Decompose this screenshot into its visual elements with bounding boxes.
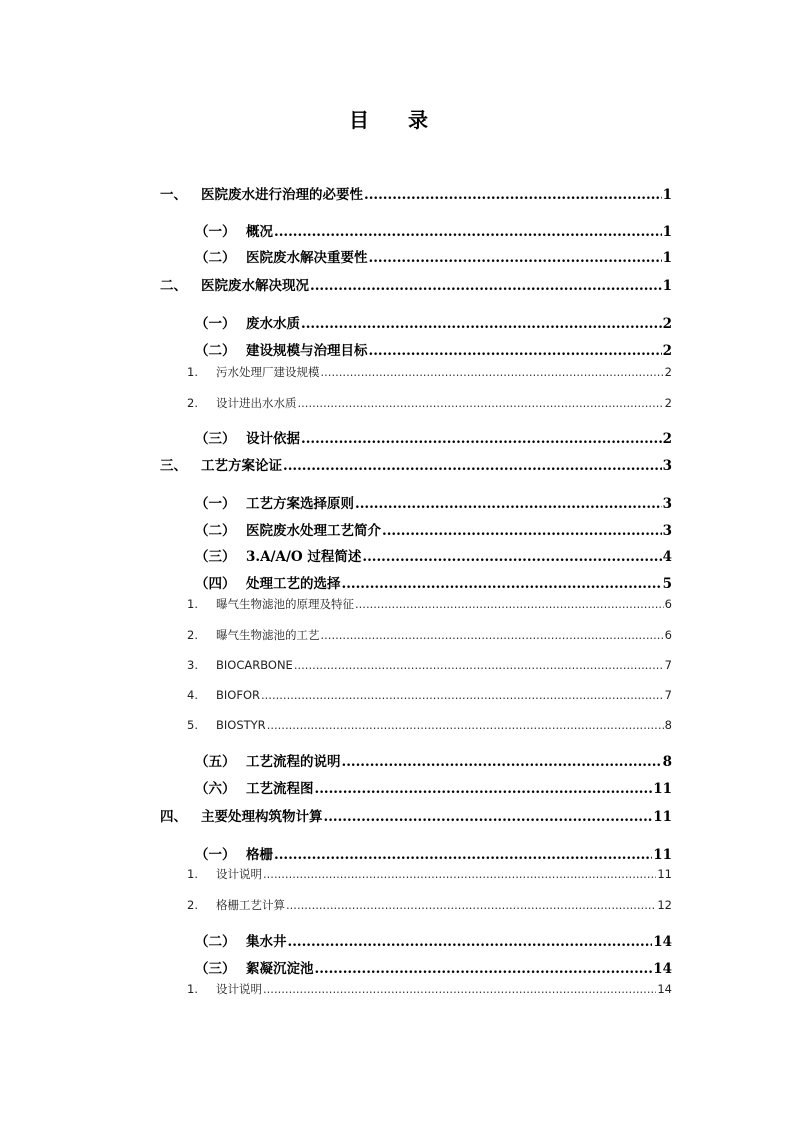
toc-dot-leader bbox=[267, 718, 664, 732]
toc-dot-leader bbox=[261, 688, 664, 702]
toc-entry-number: 4. bbox=[187, 688, 198, 702]
toc-entry[interactable] bbox=[160, 274, 672, 294]
toc-dot-leader bbox=[355, 496, 662, 512]
toc-dot-leader bbox=[263, 867, 656, 881]
toc-entry-text: BIOSTYR bbox=[216, 718, 266, 732]
toc-entry[interactable] bbox=[195, 519, 672, 539]
toc-entry-number: 2. bbox=[187, 898, 198, 912]
toc-entry[interactable] bbox=[195, 220, 672, 240]
toc-entry-text: 格栅 bbox=[246, 847, 273, 863]
toc-dot-leader bbox=[298, 396, 664, 410]
toc-entry-page-number: 4 bbox=[662, 549, 672, 565]
toc-entry[interactable] bbox=[160, 183, 672, 203]
toc-dot-leader bbox=[324, 809, 653, 825]
toc-entry[interactable] bbox=[187, 395, 672, 411]
toc-entry-page-number: 1 bbox=[662, 187, 672, 203]
toc-entry-page-number: 14 bbox=[653, 961, 672, 977]
toc-entry[interactable] bbox=[187, 627, 672, 643]
toc-dot-leader bbox=[315, 781, 653, 797]
toc-entry-number: （一） bbox=[195, 224, 236, 240]
toc-entry-number: 1. bbox=[187, 597, 198, 611]
toc-entry-page-number: 2 bbox=[664, 396, 672, 410]
toc-entry[interactable] bbox=[195, 750, 672, 770]
toc-entry-page-number: 1 bbox=[662, 278, 672, 294]
toc-entry[interactable] bbox=[187, 364, 672, 380]
toc-entry-number: 1. bbox=[187, 365, 198, 379]
toc-entry-text: 处理工艺的选择 bbox=[246, 576, 341, 592]
toc-entry-text: 设计进出水水质 bbox=[216, 396, 297, 410]
toc-dot-leader bbox=[263, 982, 656, 996]
toc-entry-number: （一） bbox=[195, 496, 236, 512]
toc-entry-text: 工艺流程的说明 bbox=[246, 754, 341, 770]
toc-entry-page-number: 11 bbox=[653, 781, 672, 797]
toc-entry-page-number: 7 bbox=[664, 688, 672, 702]
toc-entry[interactable] bbox=[187, 596, 672, 612]
toc-entry-page-number: 14 bbox=[657, 982, 672, 996]
toc-dot-leader bbox=[369, 250, 662, 266]
toc-entry-number: 3. bbox=[187, 658, 198, 672]
toc-entry-page-number: 11 bbox=[653, 809, 672, 825]
toc-entry[interactable] bbox=[195, 312, 672, 332]
toc-entry[interactable] bbox=[187, 688, 672, 702]
toc-entry-text: 设计说明 bbox=[216, 867, 262, 881]
toc-entry-number: （二） bbox=[195, 934, 236, 950]
toc-entry[interactable] bbox=[195, 492, 672, 512]
toc-entry-page-number: 3 bbox=[662, 458, 672, 474]
toc-entry-text: 医院废水处理工艺简介 bbox=[246, 523, 381, 539]
toc-dot-leader bbox=[310, 278, 662, 294]
toc-entry-text: 集水井 bbox=[246, 934, 287, 950]
toc-entry-number: 2. bbox=[187, 396, 198, 410]
toc-entry-text: 3.A/A/O 过程简述 bbox=[246, 549, 362, 565]
toc-entry[interactable] bbox=[195, 957, 672, 977]
toc-entry-text: BIOFOR bbox=[216, 688, 260, 702]
toc-entry[interactable] bbox=[187, 897, 672, 913]
toc-entry-text: 工艺流程图 bbox=[246, 781, 314, 797]
toc-entry-number: （一） bbox=[195, 316, 236, 332]
toc-dot-leader bbox=[283, 458, 662, 474]
toc-entry-page-number: 11 bbox=[653, 847, 672, 863]
toc-entry[interactable] bbox=[195, 930, 672, 950]
toc-entry-text: 工艺方案选择原则 bbox=[246, 496, 354, 512]
toc-dot-leader bbox=[288, 934, 653, 950]
toc-entry-number: （三） bbox=[195, 431, 236, 447]
toc-entry[interactable] bbox=[187, 658, 672, 672]
toc-dot-leader bbox=[301, 431, 662, 447]
toc-entry-number: 四、 bbox=[160, 809, 187, 825]
toc-entry-number: （五） bbox=[195, 754, 236, 770]
toc-entry-page-number: 3 bbox=[662, 523, 672, 539]
toc-entry-page-number: 2 bbox=[664, 365, 672, 379]
toc-entry-text: 污水处理厂建设规模 bbox=[216, 365, 320, 379]
toc-entry-page-number: 7 bbox=[664, 658, 672, 672]
toc-entry[interactable] bbox=[187, 718, 672, 732]
toc-dot-leader bbox=[362, 549, 661, 565]
toc-dot-leader bbox=[294, 658, 664, 672]
toc-entry[interactable] bbox=[195, 843, 672, 863]
toc-entry-page-number: 1 bbox=[662, 224, 672, 240]
toc-entry-page-number: 2 bbox=[662, 431, 672, 447]
toc-entry-text: 废水水质 bbox=[246, 316, 300, 332]
toc-entry-number: 1. bbox=[187, 867, 198, 881]
toc-entry-number: 二、 bbox=[160, 278, 187, 294]
toc-entry-number: （四） bbox=[195, 576, 236, 592]
toc-dot-leader bbox=[301, 316, 662, 332]
toc-entry-page-number: 5 bbox=[662, 576, 672, 592]
toc-entry-page-number: 8 bbox=[662, 754, 672, 770]
toc-entry[interactable] bbox=[160, 805, 672, 825]
toc-entry[interactable] bbox=[195, 427, 672, 447]
toc-entry-number: 2. bbox=[187, 628, 198, 642]
toc-entry-page-number: 3 bbox=[662, 496, 672, 512]
toc-dot-leader bbox=[274, 847, 652, 863]
toc-entry-number: 三、 bbox=[160, 458, 187, 474]
toc-entry-number: （二） bbox=[195, 523, 236, 539]
toc-title: 目 录 bbox=[349, 108, 444, 132]
toc-entry[interactable] bbox=[195, 777, 672, 797]
toc-entry-text: 格栅工艺计算 bbox=[216, 898, 285, 912]
toc-entry-text: 医院废水解决现况 bbox=[201, 278, 309, 294]
toc-entry[interactable] bbox=[195, 572, 672, 592]
toc-entry-page-number: 1 bbox=[662, 250, 672, 266]
toc-entry-text: 医院废水解决重要性 bbox=[246, 250, 368, 266]
toc-entry-page-number: 11 bbox=[657, 867, 672, 881]
toc-entry-page-number: 2 bbox=[662, 316, 672, 332]
toc-entry-text: 设计说明 bbox=[216, 982, 262, 996]
toc-entry-text: 絮凝沉淀池 bbox=[246, 961, 314, 977]
toc-entry[interactable] bbox=[195, 246, 672, 266]
toc-dot-leader bbox=[315, 961, 653, 977]
toc-dot-leader bbox=[382, 523, 662, 539]
toc-entry-text: 建设规模与治理目标 bbox=[246, 343, 368, 359]
toc-entry-page-number: 12 bbox=[657, 898, 672, 912]
toc-entry-number: （三） bbox=[195, 549, 236, 565]
toc-entry-page-number: 8 bbox=[664, 718, 672, 732]
toc-entry-number: （一） bbox=[195, 847, 236, 863]
toc-entry-text: 设计依据 bbox=[246, 431, 300, 447]
toc-entry-number: 1. bbox=[187, 982, 198, 996]
toc-entry-page-number: 6 bbox=[664, 628, 672, 642]
toc-dot-leader bbox=[342, 754, 662, 770]
toc-entry-page-number: 14 bbox=[653, 934, 672, 950]
toc-entry-text: BIOCARBONE bbox=[216, 658, 293, 672]
toc-dot-leader bbox=[355, 597, 664, 611]
toc-entry-text: 工艺方案论证 bbox=[201, 458, 282, 474]
toc-entry-page-number: 6 bbox=[664, 597, 672, 611]
toc-entry[interactable] bbox=[187, 981, 672, 997]
toc-dot-leader bbox=[274, 224, 662, 240]
toc-entry-number: （六） bbox=[195, 781, 236, 797]
toc-entry-page-number: 2 bbox=[662, 343, 672, 359]
toc-dot-leader bbox=[364, 187, 662, 203]
toc-entry[interactable] bbox=[195, 339, 672, 359]
toc-dot-leader bbox=[286, 898, 656, 912]
toc-entry-number: 5. bbox=[187, 718, 198, 732]
toc-entry-text: 曝气生物滤池的工艺 bbox=[216, 628, 320, 642]
toc-entry[interactable] bbox=[160, 454, 672, 474]
toc-entry-number: 一、 bbox=[160, 187, 187, 203]
toc-dot-leader bbox=[369, 343, 662, 359]
toc-entry-text: 曝气生物滤池的原理及特征 bbox=[216, 597, 354, 611]
toc-entry-number: （二） bbox=[195, 250, 236, 266]
toc-entry[interactable] bbox=[195, 545, 672, 565]
toc-entry-text: 概况 bbox=[246, 224, 273, 240]
toc-entry-text: 主要处理构筑物计算 bbox=[201, 809, 323, 825]
toc-entry[interactable] bbox=[187, 866, 672, 882]
toc-dot-leader bbox=[321, 628, 664, 642]
toc-entry-text: 医院废水进行治理的必要性 bbox=[201, 187, 363, 203]
toc-entry-number: （二） bbox=[195, 343, 236, 359]
toc-dot-leader bbox=[321, 365, 664, 379]
toc-entry-number: （三） bbox=[195, 961, 236, 977]
toc-dot-leader bbox=[342, 576, 662, 592]
